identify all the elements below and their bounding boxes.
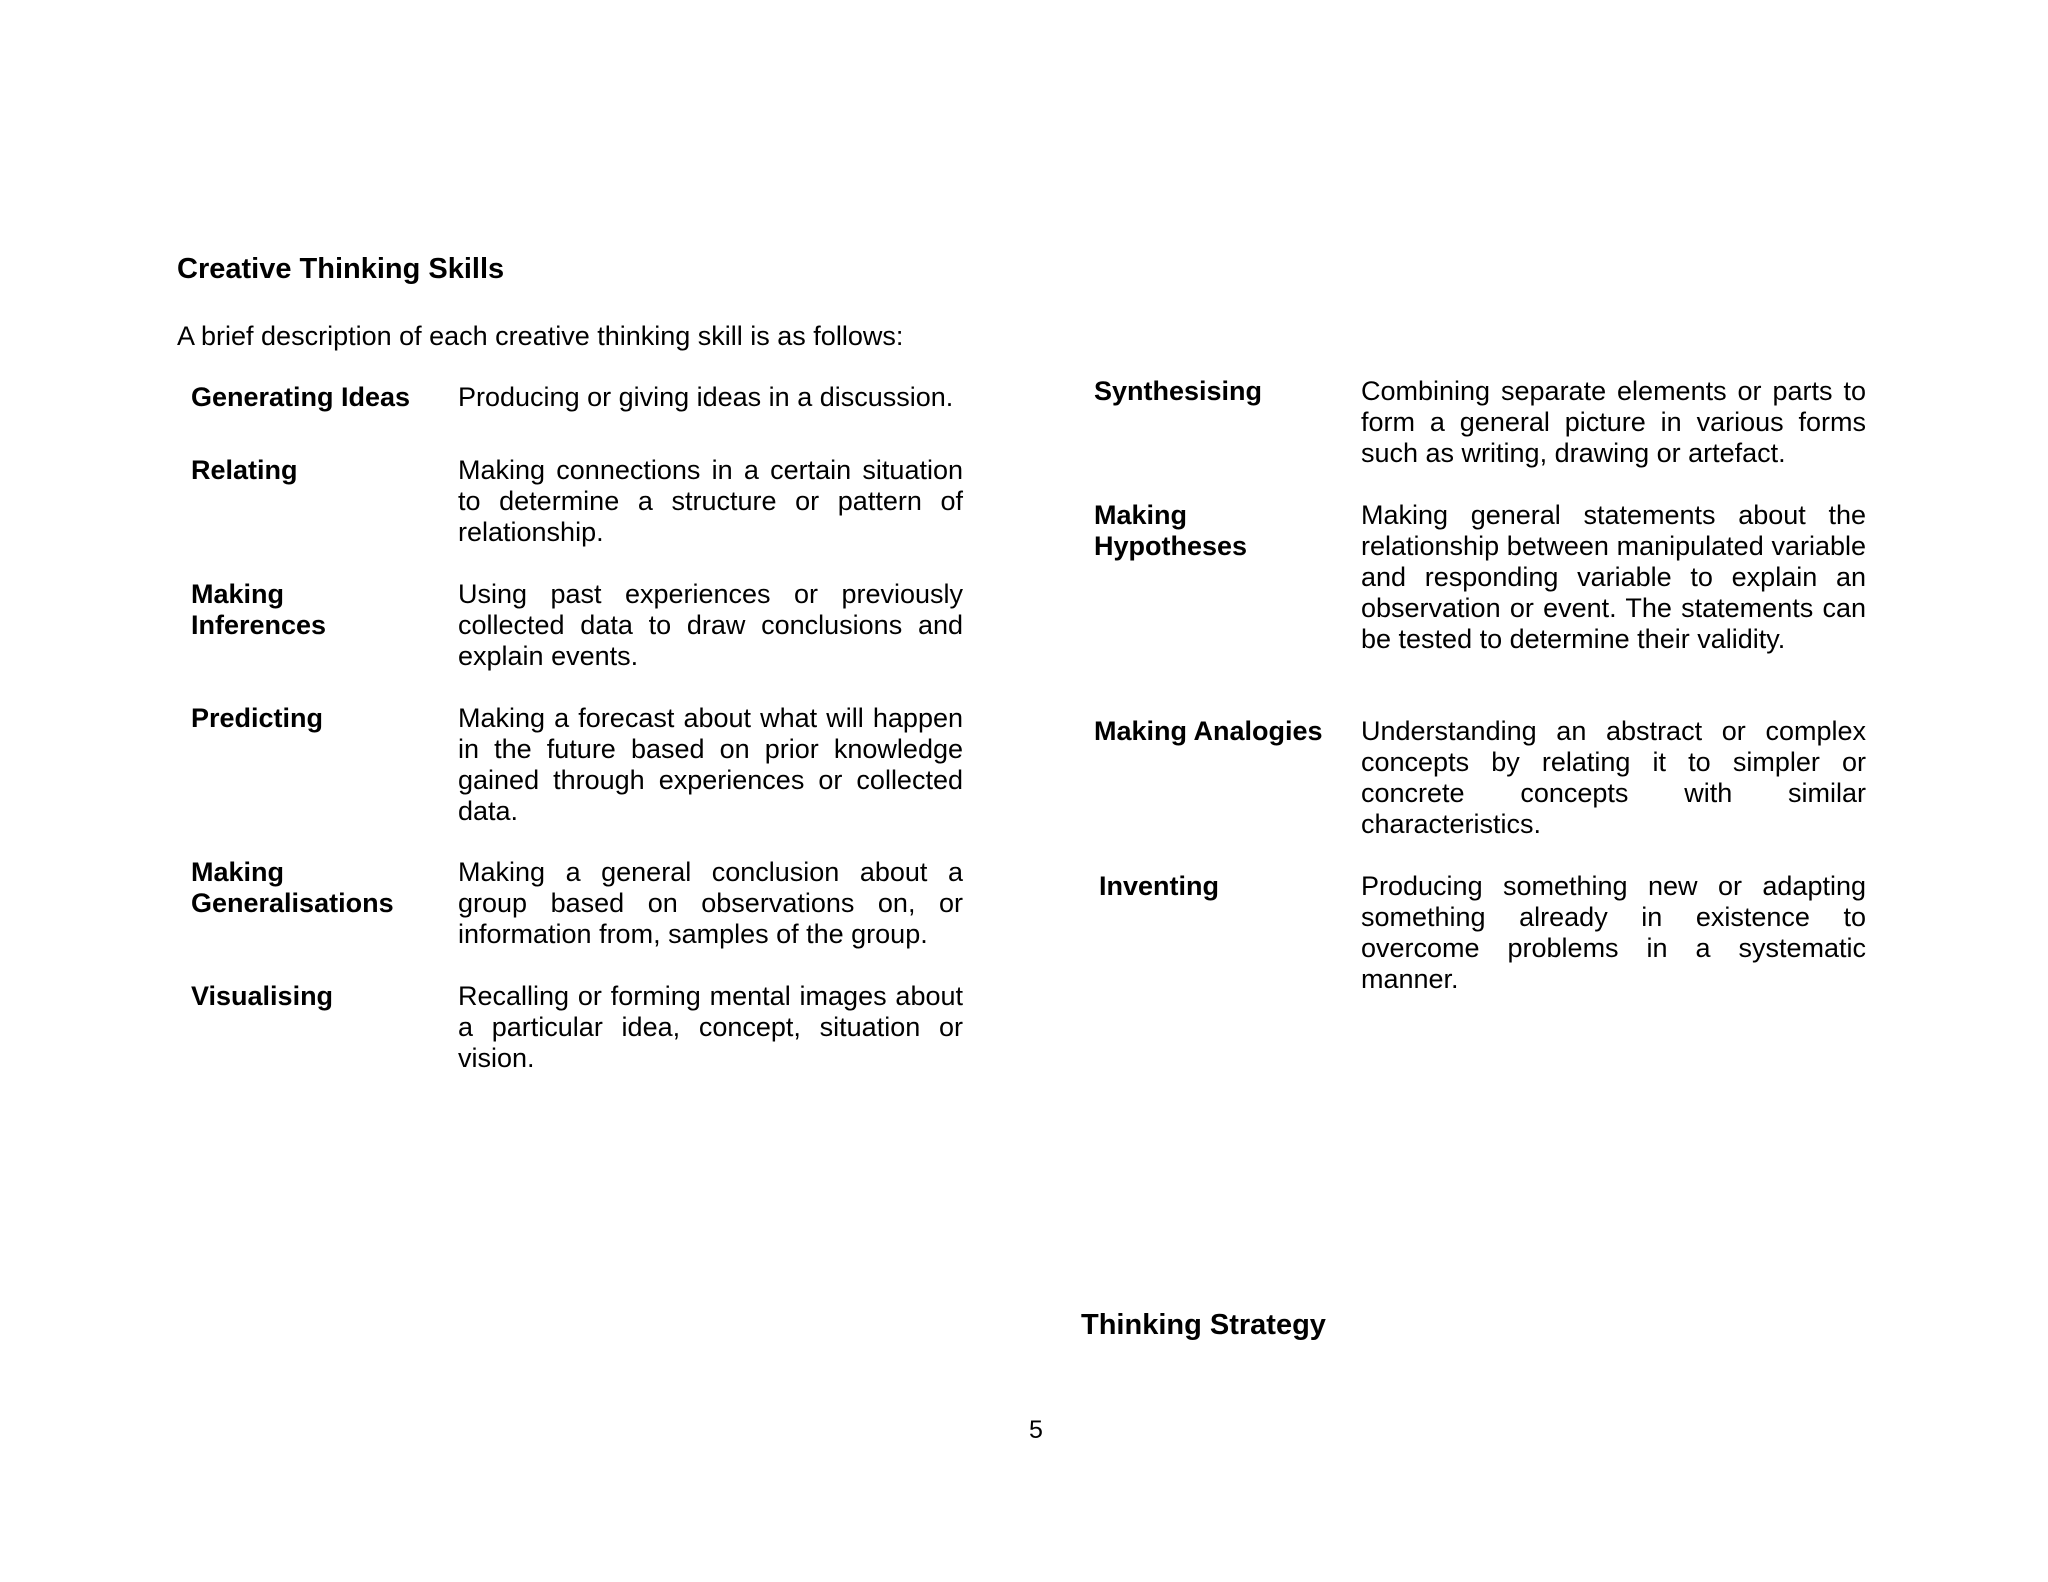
skill-term — [191, 579, 451, 641]
skill-term-line: Inferences — [191, 610, 327, 640]
skill-term — [191, 981, 451, 1012]
skill-description: Producing something new or adapting something already in existence to overcome problems in a systematic manner. — [1361, 871, 1866, 994]
skill-description: Using past experiences or previously collected data to draw conclusions and explain events. — [458, 579, 963, 671]
skill-term — [1094, 500, 1354, 562]
intro-text: A brief description of each creative thinking skill is as follows: — [177, 321, 904, 351]
skill-term-line: Generating Ideas — [191, 382, 411, 412]
page-number: 5 — [1029, 1416, 1043, 1444]
skill-description: Producing or giving ideas in a discussion. — [458, 382, 954, 412]
skill-term-line: Synthesising — [1094, 376, 1263, 406]
skill-term-line: Visualising — [191, 981, 334, 1011]
skill-description: Understanding an abstract or complex concepts by relating it to simpler or concrete concepts with similar characteristics. — [1361, 716, 1866, 839]
skill-term-line: Generalisations — [191, 888, 394, 918]
skill-term — [191, 382, 451, 413]
skill-term-line: Inventing — [1099, 871, 1219, 901]
skill-term-line: Making Analogies — [1094, 716, 1323, 746]
skill-description: Combining separate elements or parts to form a general picture in various forms such as writing, drawing or artefact. — [1361, 376, 1866, 468]
skill-term — [1094, 376, 1354, 407]
skill-term — [191, 703, 451, 734]
skill-description: Recalling or forming mental images about a particular idea, concept, situation or vision. — [458, 981, 963, 1073]
skill-term-line: Hypotheses — [1094, 531, 1248, 561]
skill-term — [1099, 871, 1359, 902]
skill-description: Making connections in a certain situation to determine a structure or pattern of relationship. — [458, 455, 963, 547]
skill-description: Making general statements about the relationship between manipulated variable and responding variable to explain an observation or event. The statements can be tested to determine their validity. — [1361, 500, 1866, 654]
skill-description: Making a forecast about what will happen in the future based on prior knowledge gained through experiences or collected data. — [458, 703, 963, 826]
skill-term-line: Making — [191, 857, 285, 887]
section-title: Creative Thinking Skills — [177, 253, 505, 285]
skill-term-line: Relating — [191, 455, 298, 485]
skill-term — [191, 857, 451, 919]
skill-term-line: Making — [1094, 500, 1188, 530]
skill-description: Making a general conclusion about a group based on observations on, or information from, samples of the group. — [458, 857, 963, 949]
skill-term-line: Making — [191, 579, 285, 609]
skill-term-line: Predicting — [191, 703, 324, 733]
skill-term — [191, 455, 451, 486]
skill-term — [1094, 716, 1354, 747]
strategy-title: Thinking Strategy — [1081, 1309, 1326, 1341]
